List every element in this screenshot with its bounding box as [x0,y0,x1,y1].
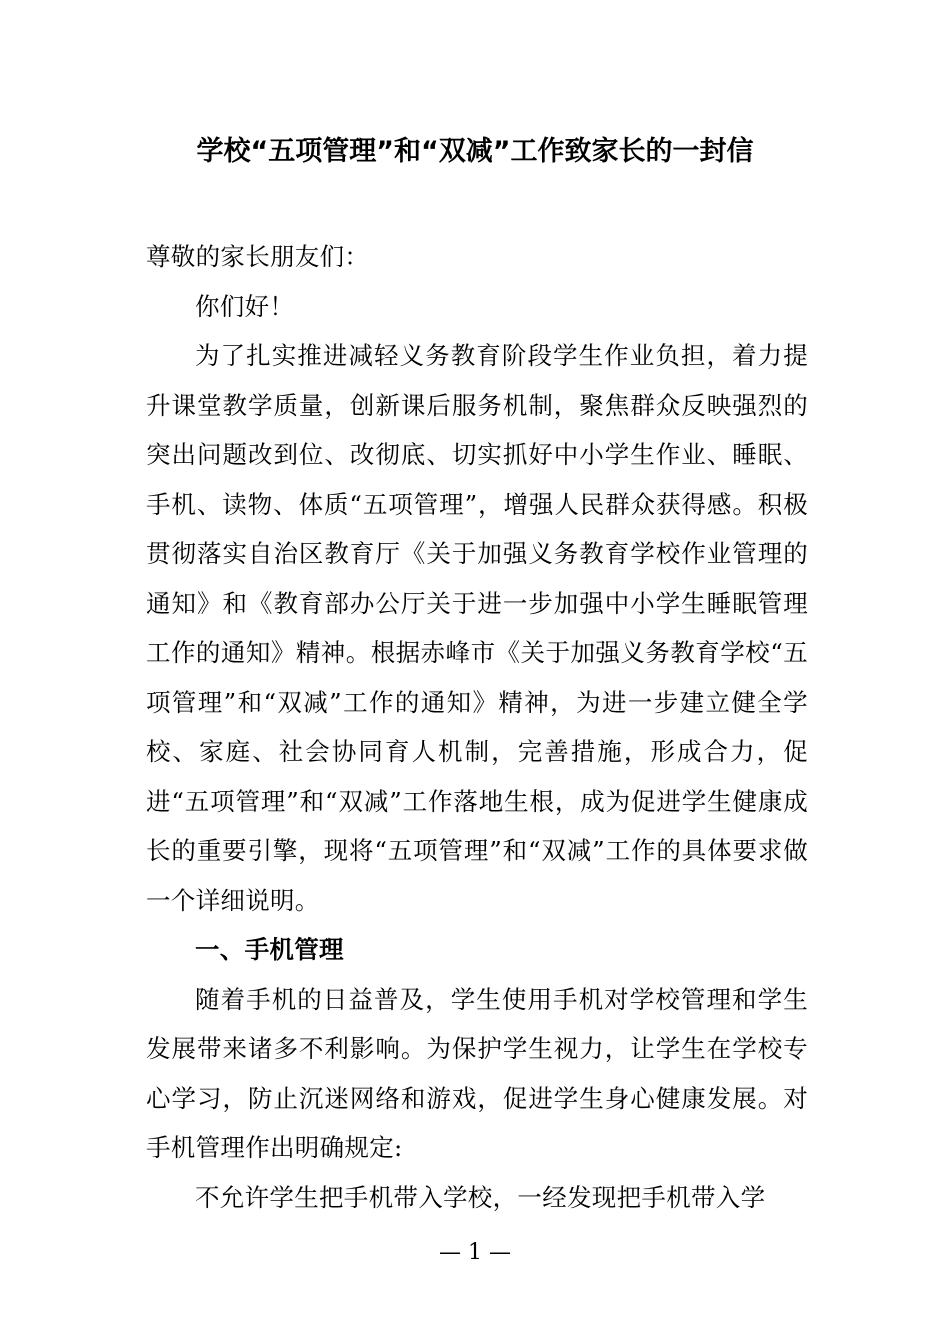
document-title: 学校“五项管理”和“双减”工作致家长的一封信 [196,136,754,167]
page-number: — 1 — [439,1240,511,1265]
phone-rule-paragraph: 不允许学生把手机带入学校，一经发现把手机带入学 [195,1182,766,1212]
greeting: 你们好！ [195,291,295,321]
letter-body [146,232,808,1222]
section-heading-phone-management: 一、手机管理 [195,935,344,964]
intro-paragraph: 为了扎实推进减轻义务教育阶段学生作业负担，着力提升课堂教学质量，创新课后服务机制，聚焦群众反映强烈的突出问题改到位、改彻底、切实抓好中小学生作业、睡眠、手机、读物、体质“五项管理”，增强人民群众获得感。积极贯彻落实自治区教育厅《关于加强义务教育学校作业管理的通知》和《教育部办公厅关于进一步加强中小学生睡眠管理工作的通知》精神。根据赤峰市《关于加强义务教育学校“五项管理”和“双减”工作的通知》精神，为进一步建立健全学校、家庭、社会协同育人机制，完善措施，形成合力，促进“五项管理”和“双减”工作落地生根，成为促进学生健康成长的重要引擎，现将“五项管理”和“双减”工作的具体要求做一个详细说明。 [146,341,808,915]
salutation: 尊敬的家长朋友们： [146,242,370,271]
phone-management-paragraph: 随着手机的日益普及，学生使用手机对学校管理和学生发展带来诸多不利影响。为保护学生视力，让学生在学校专心学习，防止沉迷网络和游戏，促进学生身心健康发展。对手机管理作出明确规定: [146,984,808,1162]
